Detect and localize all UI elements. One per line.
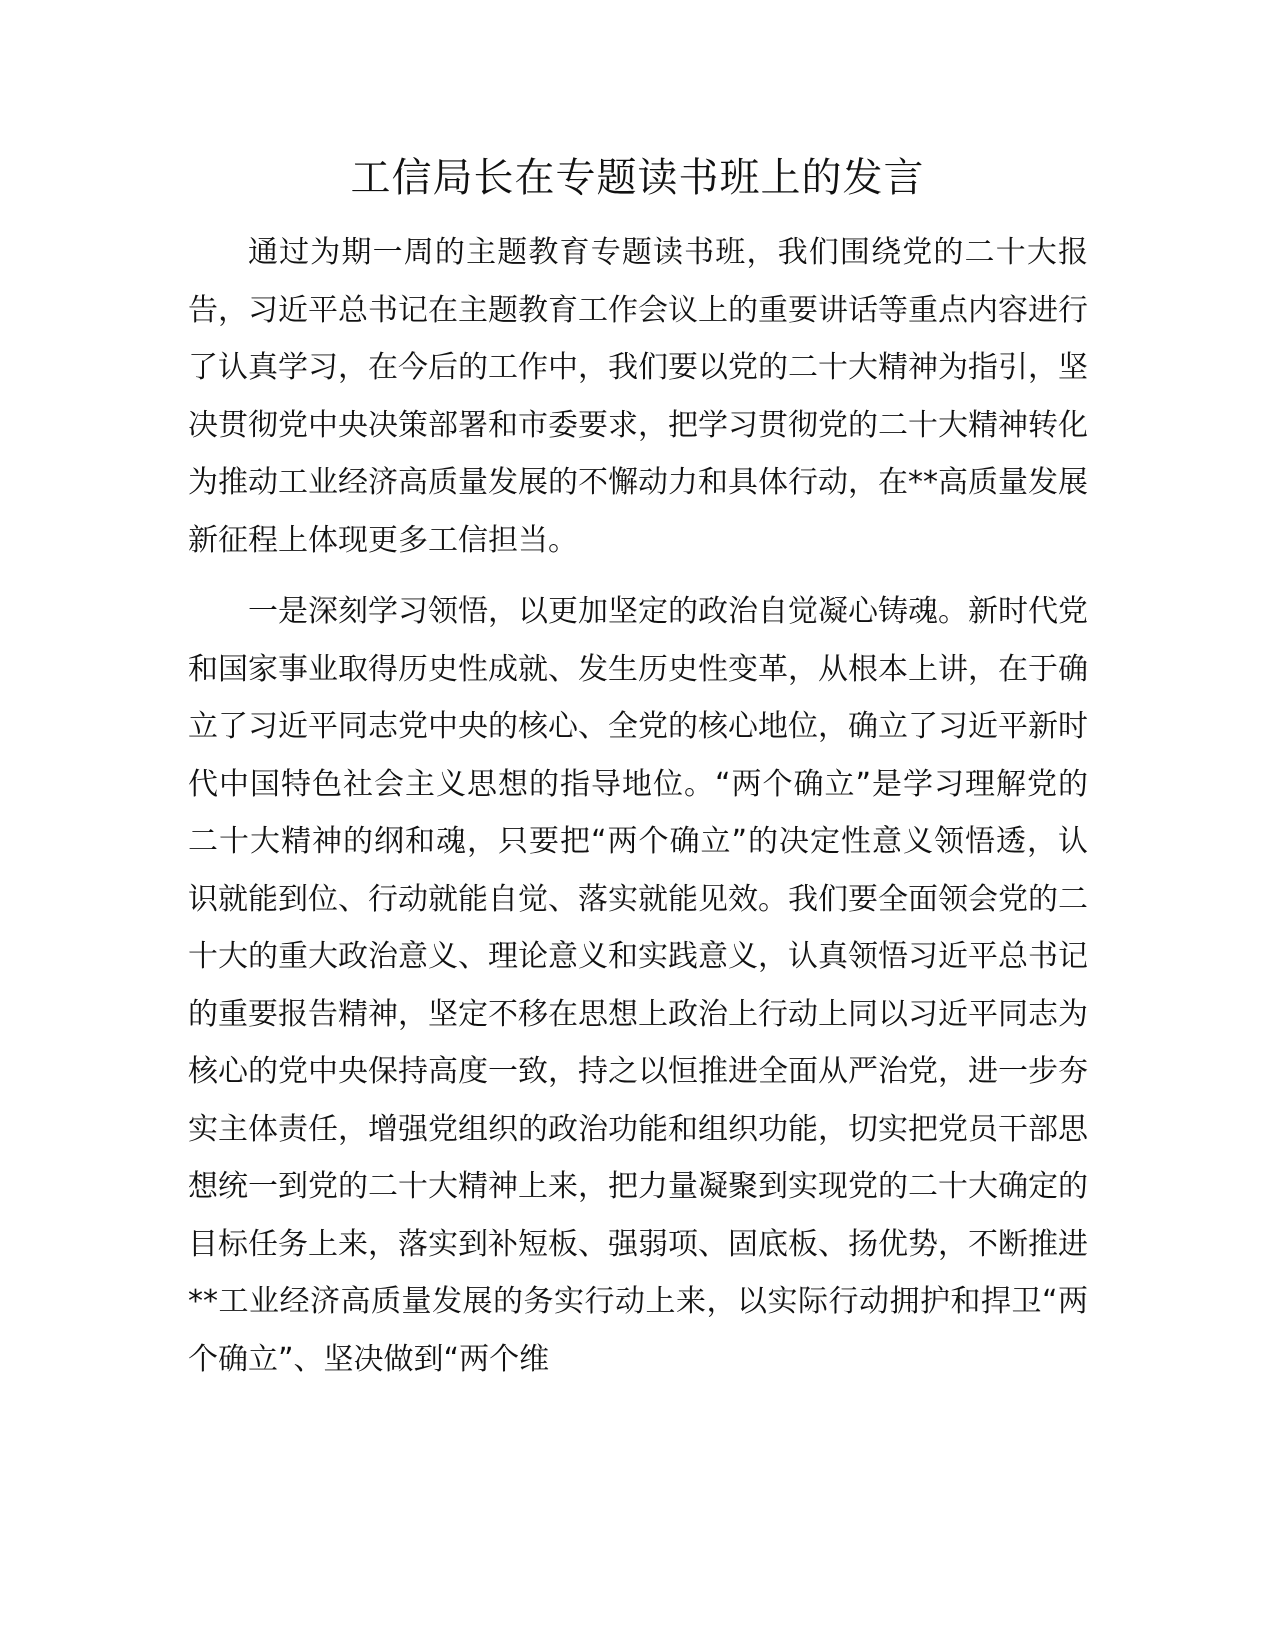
document-body (188, 224, 1088, 1402)
paragraph-point-one: 一是深刻学习领悟，以更加坚定的政治自觉凝心铸魂。新时代党和国家事业取得历史性成就、发生历史性变革，从根本上讲，在于确立了习近平同志党中央的核心、全党的核心地位，确立了习近平新时代中国特色社会主义思想的指导地位。“两个确立”是学习理解党的二十大精神的纲和魂，只要把“两个确立”的决定性意义领悟透，认识就能到位、行动就能自觉、落实就能见效。我们要全面领会党的二十大的重大政治意义、理论意义和实践意义，认真领悟习近平总书记的重要报告精神，坚定不移在思想上政治上行动上同以习近平同志为核心的党中央保持高度一致，持之以恒推进全面从严治党，进一步夯实主体责任，增强党组织的政治功能和组织功能，切实把党员干部思想统一到党的二十大精神上来，把力量凝聚到实现党的二十大确定的目标任务上来，落实到补短板、强弱项、固底板、扬优势，不断推进**工业经济高质量发展的务实行动上来，以实际行动拥护和捍卫“两个确立”、坚决做到“两个维 (188, 594, 1088, 1377)
paragraph-intro: 通过为期一周的主题教育专题读书班，我们围绕党的二十大报告，习近平总书记在主题教育工作会议上的重要讲话等重点内容进行了认真学习，在今后的工作中，我们要以党的二十大精神为指引，坚决贯彻党中央决策部署和市委要求，把学习贯彻党的二十大精神转化为推动工业经济高质量发展的不懈动力和具体行动，在**高质量发展新征程上体现更多工信担当。 (188, 235, 1088, 558)
document-title: 工信局长在专题读书班上的发言 (350, 155, 925, 201)
